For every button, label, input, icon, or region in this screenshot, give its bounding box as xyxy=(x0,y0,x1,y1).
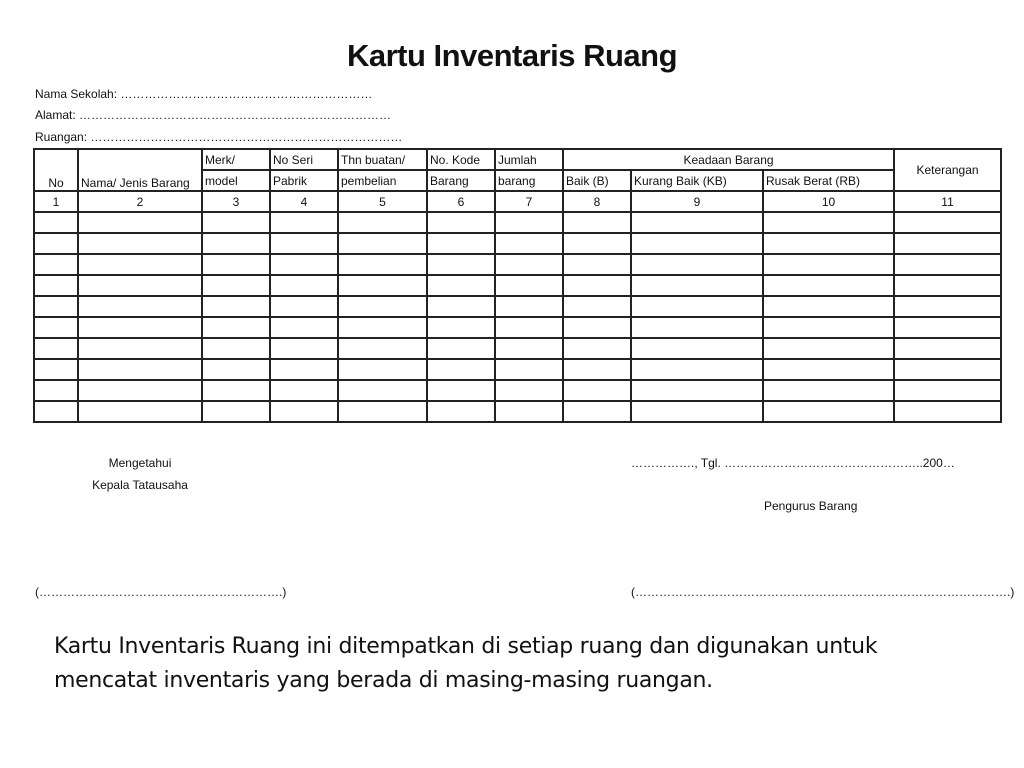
header-code: No. Kode xyxy=(427,149,495,170)
officer-title: Pengurus Barang xyxy=(764,499,858,513)
table-cell xyxy=(338,401,427,422)
table-cell xyxy=(202,254,270,275)
table-cell xyxy=(495,233,563,254)
table-cell xyxy=(427,317,495,338)
table-cell xyxy=(495,317,563,338)
page-title: Kartu Inventaris Ruang xyxy=(346,38,678,73)
table-cell xyxy=(427,296,495,317)
header-serial: No Seri xyxy=(270,149,338,170)
inventory-table xyxy=(33,148,1002,423)
column-number: 6 xyxy=(427,191,495,212)
address-field: Alamat: …………………………………………………………………… xyxy=(35,108,392,122)
table-cell xyxy=(78,401,202,422)
table-cell xyxy=(631,359,763,380)
table-cell xyxy=(563,296,631,317)
column-number: 11 xyxy=(894,191,1001,212)
table-cell xyxy=(563,401,631,422)
table-cell xyxy=(763,233,894,254)
table-cell xyxy=(338,212,427,233)
column-number: 8 xyxy=(563,191,631,212)
table-cell xyxy=(427,275,495,296)
table-cell xyxy=(763,275,894,296)
room-field: Ruangan: …………………………………………………………………… xyxy=(35,130,403,144)
column-number: 7 xyxy=(495,191,563,212)
table-cell xyxy=(34,296,78,317)
table-row xyxy=(34,233,1001,254)
column-number: 4 xyxy=(270,191,338,212)
column-number: 5 xyxy=(338,191,427,212)
table-cell xyxy=(270,380,338,401)
table-cell xyxy=(338,296,427,317)
table-cell xyxy=(427,401,495,422)
header-item-name: Nama/ Jenis Barang xyxy=(78,149,202,191)
table-cell xyxy=(202,338,270,359)
table-cell xyxy=(563,233,631,254)
table-cell xyxy=(338,317,427,338)
table-cell xyxy=(894,275,1001,296)
school-name-field: Nama Sekolah: ……………………………………………………… xyxy=(35,87,373,101)
table-cell xyxy=(563,380,631,401)
table-cell xyxy=(34,212,78,233)
table-cell xyxy=(202,212,270,233)
table-cell xyxy=(202,275,270,296)
right-signature-line: (………………………………………………………………………………….) xyxy=(631,585,1015,599)
table-cell xyxy=(427,338,495,359)
table-row xyxy=(34,359,1001,380)
table-cell xyxy=(894,296,1001,317)
table-cell xyxy=(270,233,338,254)
header-items: barang xyxy=(495,170,563,191)
table-cell xyxy=(34,317,78,338)
table-row xyxy=(34,296,1001,317)
table-cell xyxy=(338,380,427,401)
table-cell xyxy=(894,359,1001,380)
table-cell xyxy=(338,275,427,296)
column-number: 3 xyxy=(202,191,270,212)
table-cell xyxy=(631,338,763,359)
table-row xyxy=(34,212,1001,233)
table-cell xyxy=(763,359,894,380)
table-cell xyxy=(270,275,338,296)
table-cell xyxy=(270,254,338,275)
table-cell xyxy=(427,212,495,233)
table-cell xyxy=(495,212,563,233)
column-number: 9 xyxy=(631,191,763,212)
table-cell xyxy=(427,359,495,380)
table-cell xyxy=(631,401,763,422)
table-cell xyxy=(763,296,894,317)
table-cell xyxy=(78,233,202,254)
table-cell xyxy=(202,401,270,422)
table-cell xyxy=(495,296,563,317)
table-cell xyxy=(563,212,631,233)
table-cell xyxy=(78,359,202,380)
table-cell xyxy=(495,275,563,296)
table-cell xyxy=(894,317,1001,338)
table-cell xyxy=(34,359,78,380)
table-cell xyxy=(202,233,270,254)
table-row xyxy=(34,401,1001,422)
table-cell xyxy=(202,359,270,380)
table-cell xyxy=(563,317,631,338)
table-cell xyxy=(495,254,563,275)
header-item: Barang xyxy=(427,170,495,191)
table-cell xyxy=(631,233,763,254)
table-cell xyxy=(34,254,78,275)
table-cell xyxy=(894,212,1001,233)
left-signature-line: (…………………………………………………….) xyxy=(35,585,287,599)
table-cell xyxy=(270,317,338,338)
acknowledge-block xyxy=(80,452,200,496)
table-cell xyxy=(563,338,631,359)
table-cell xyxy=(78,380,202,401)
table-row xyxy=(34,380,1001,401)
table-cell xyxy=(202,317,270,338)
table-row xyxy=(34,338,1001,359)
column-number-row xyxy=(34,191,1001,212)
table-cell xyxy=(338,359,427,380)
header-purchase: pembelian xyxy=(338,170,427,191)
table-cell xyxy=(631,380,763,401)
table-cell xyxy=(338,233,427,254)
table-cell xyxy=(34,275,78,296)
header-good: Baik (B) xyxy=(563,170,631,191)
table-cell xyxy=(894,380,1001,401)
table-row xyxy=(34,275,1001,296)
table-body xyxy=(34,212,1001,422)
table-row xyxy=(34,254,1001,275)
header-model: model xyxy=(202,170,270,191)
header-merk: Merk/ xyxy=(202,149,270,170)
table-cell xyxy=(563,275,631,296)
table-cell xyxy=(894,338,1001,359)
head-title: Kepala Tatausaha xyxy=(92,478,188,492)
table-cell xyxy=(631,296,763,317)
table-cell xyxy=(495,338,563,359)
table-cell xyxy=(563,254,631,275)
header-condition: Keadaan Barang xyxy=(563,149,894,170)
table-cell xyxy=(894,233,1001,254)
column-number: 10 xyxy=(763,191,894,212)
table-cell xyxy=(763,338,894,359)
table-cell xyxy=(202,380,270,401)
table-cell xyxy=(894,401,1001,422)
header-qty: Jumlah xyxy=(495,149,563,170)
table-cell xyxy=(202,296,270,317)
table-cell xyxy=(763,254,894,275)
table-cell xyxy=(495,359,563,380)
table-cell xyxy=(631,275,763,296)
table-cell xyxy=(763,401,894,422)
table-cell xyxy=(495,380,563,401)
table-cell xyxy=(270,401,338,422)
table-cell xyxy=(495,401,563,422)
table-cell xyxy=(78,254,202,275)
table-cell xyxy=(763,317,894,338)
table-cell xyxy=(34,380,78,401)
table-cell xyxy=(78,212,202,233)
table-cell xyxy=(631,254,763,275)
table-cell xyxy=(894,254,1001,275)
header-no: No xyxy=(34,149,78,191)
table-cell xyxy=(78,296,202,317)
table-cell xyxy=(78,317,202,338)
header-notes: Keterangan xyxy=(894,149,1001,191)
table-cell xyxy=(78,275,202,296)
table-cell xyxy=(270,359,338,380)
table-cell xyxy=(270,296,338,317)
table-cell xyxy=(427,233,495,254)
table-cell xyxy=(763,212,894,233)
table-cell xyxy=(427,254,495,275)
column-number: 2 xyxy=(78,191,202,212)
table-cell xyxy=(338,254,427,275)
table-cell xyxy=(270,338,338,359)
table-cell xyxy=(631,317,763,338)
table-cell xyxy=(631,212,763,233)
acknowledge-label: Mengetahui xyxy=(108,456,172,470)
table-cell xyxy=(763,380,894,401)
table-cell xyxy=(34,401,78,422)
date-line: ……………., Tgl. …………………………………………..200… xyxy=(631,456,955,470)
header-fair: Kurang Baik (KB) xyxy=(631,170,763,191)
table-cell xyxy=(78,338,202,359)
caption-text: Kartu Inventaris Ruang ini ditempatkan di setiap ruang dan digunakan untuk mencatat inventaris yang berada di masing-masing ruangan. xyxy=(54,634,878,693)
table-cell xyxy=(34,233,78,254)
table-cell xyxy=(338,338,427,359)
table-row xyxy=(34,317,1001,338)
table-cell xyxy=(563,359,631,380)
column-number: 1 xyxy=(34,191,78,212)
header-factory: Pabrik xyxy=(270,170,338,191)
table-cell xyxy=(34,338,78,359)
header-row xyxy=(34,149,1001,170)
header-damaged: Rusak Berat (RB) xyxy=(763,170,894,191)
table-cell xyxy=(270,212,338,233)
table-cell xyxy=(427,380,495,401)
header-year: Thn buatan/ xyxy=(338,149,427,170)
